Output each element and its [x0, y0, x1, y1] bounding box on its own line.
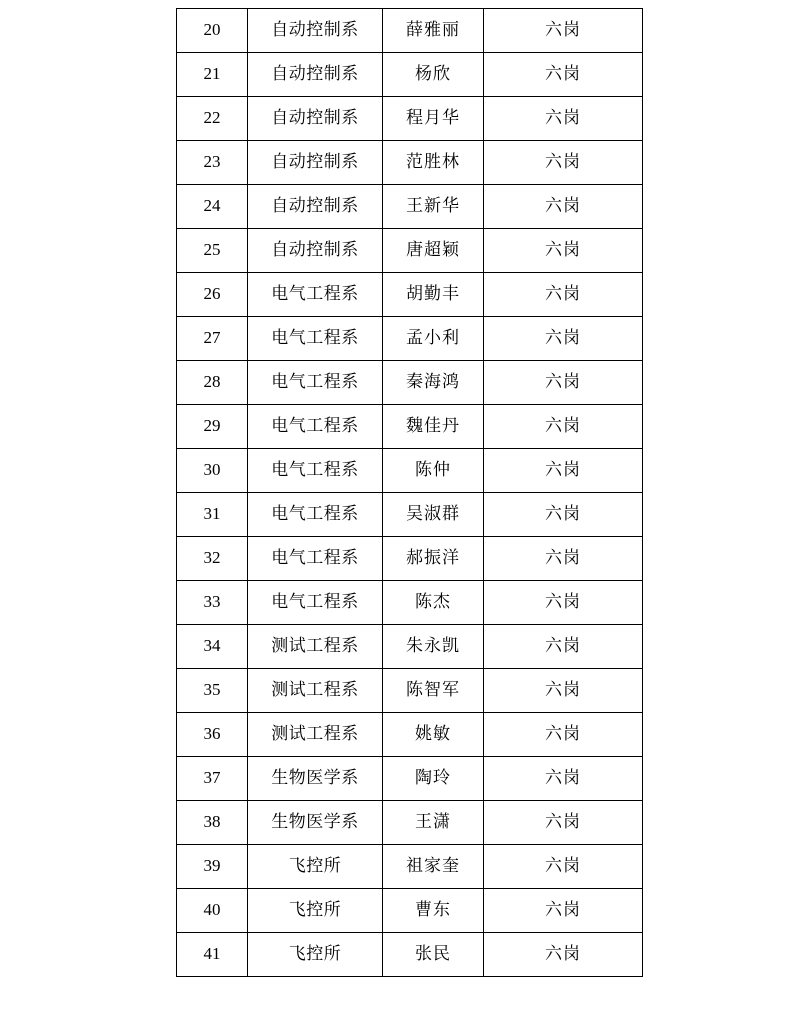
cell-post-level: 六岗 — [484, 537, 643, 581]
cell-post-level: 六岗 — [484, 9, 643, 53]
cell-serial-number: 29 — [177, 405, 248, 449]
cell-department: 电气工程系 — [248, 537, 383, 581]
cell-department: 电气工程系 — [248, 581, 383, 625]
cell-serial-number: 37 — [177, 757, 248, 801]
cell-serial-number: 27 — [177, 317, 248, 361]
cell-person-name: 祖家奎 — [383, 845, 484, 889]
cell-serial-number: 34 — [177, 625, 248, 669]
roster-table-container — [176, 8, 622, 977]
cell-serial-number: 33 — [177, 581, 248, 625]
cell-person-name: 吴淑群 — [383, 493, 484, 537]
cell-post-level: 六岗 — [484, 669, 643, 713]
cell-person-name: 朱永凯 — [383, 625, 484, 669]
cell-serial-number: 39 — [177, 845, 248, 889]
cell-department: 测试工程系 — [248, 625, 383, 669]
table-row — [177, 801, 643, 845]
cell-serial-number: 21 — [177, 53, 248, 97]
table-row — [177, 185, 643, 229]
cell-post-level: 六岗 — [484, 801, 643, 845]
table-row — [177, 889, 643, 933]
cell-person-name: 范胜林 — [383, 141, 484, 185]
cell-department: 电气工程系 — [248, 317, 383, 361]
roster-table-body — [177, 9, 643, 977]
cell-person-name: 陈智军 — [383, 669, 484, 713]
cell-department: 自动控制系 — [248, 185, 383, 229]
cell-post-level: 六岗 — [484, 449, 643, 493]
roster-table — [176, 8, 643, 977]
cell-post-level: 六岗 — [484, 889, 643, 933]
cell-person-name: 唐超颖 — [383, 229, 484, 273]
table-row — [177, 229, 643, 273]
cell-serial-number: 26 — [177, 273, 248, 317]
cell-department: 自动控制系 — [248, 9, 383, 53]
cell-department: 测试工程系 — [248, 713, 383, 757]
cell-department: 生物医学系 — [248, 801, 383, 845]
table-row — [177, 361, 643, 405]
cell-person-name: 陈杰 — [383, 581, 484, 625]
cell-post-level: 六岗 — [484, 317, 643, 361]
cell-post-level: 六岗 — [484, 185, 643, 229]
cell-department: 自动控制系 — [248, 229, 383, 273]
table-row — [177, 53, 643, 97]
cell-serial-number: 22 — [177, 97, 248, 141]
table-row — [177, 845, 643, 889]
table-row — [177, 141, 643, 185]
cell-post-level: 六岗 — [484, 713, 643, 757]
cell-department: 自动控制系 — [248, 97, 383, 141]
cell-department: 电气工程系 — [248, 361, 383, 405]
cell-serial-number: 40 — [177, 889, 248, 933]
cell-serial-number: 41 — [177, 933, 248, 977]
cell-post-level: 六岗 — [484, 845, 643, 889]
cell-person-name: 曹东 — [383, 889, 484, 933]
cell-person-name: 秦海鸿 — [383, 361, 484, 405]
table-row — [177, 493, 643, 537]
cell-serial-number: 20 — [177, 9, 248, 53]
cell-serial-number: 36 — [177, 713, 248, 757]
cell-department: 自动控制系 — [248, 141, 383, 185]
cell-person-name: 程月华 — [383, 97, 484, 141]
cell-person-name: 陶玲 — [383, 757, 484, 801]
cell-post-level: 六岗 — [484, 757, 643, 801]
cell-serial-number: 25 — [177, 229, 248, 273]
cell-serial-number: 31 — [177, 493, 248, 537]
cell-department: 电气工程系 — [248, 449, 383, 493]
table-row — [177, 273, 643, 317]
table-row — [177, 625, 643, 669]
cell-post-level: 六岗 — [484, 141, 643, 185]
table-row — [177, 933, 643, 977]
cell-department: 飞控所 — [248, 845, 383, 889]
cell-department: 电气工程系 — [248, 273, 383, 317]
cell-person-name: 郝振洋 — [383, 537, 484, 581]
table-row — [177, 97, 643, 141]
cell-department: 自动控制系 — [248, 53, 383, 97]
cell-department: 电气工程系 — [248, 493, 383, 537]
cell-serial-number: 30 — [177, 449, 248, 493]
table-row — [177, 713, 643, 757]
cell-serial-number: 38 — [177, 801, 248, 845]
cell-department: 电气工程系 — [248, 405, 383, 449]
cell-serial-number: 24 — [177, 185, 248, 229]
cell-person-name: 魏佳丹 — [383, 405, 484, 449]
cell-person-name: 陈仲 — [383, 449, 484, 493]
cell-post-level: 六岗 — [484, 625, 643, 669]
cell-serial-number: 32 — [177, 537, 248, 581]
cell-person-name: 胡勤丰 — [383, 273, 484, 317]
cell-person-name: 薛雅丽 — [383, 9, 484, 53]
cell-post-level: 六岗 — [484, 97, 643, 141]
cell-person-name: 王新华 — [383, 185, 484, 229]
cell-post-level: 六岗 — [484, 229, 643, 273]
cell-person-name: 孟小利 — [383, 317, 484, 361]
cell-serial-number: 28 — [177, 361, 248, 405]
cell-person-name: 姚敏 — [383, 713, 484, 757]
cell-post-level: 六岗 — [484, 581, 643, 625]
cell-post-level: 六岗 — [484, 361, 643, 405]
cell-person-name: 王潇 — [383, 801, 484, 845]
cell-department: 飞控所 — [248, 933, 383, 977]
cell-post-level: 六岗 — [484, 933, 643, 977]
table-row — [177, 537, 643, 581]
cell-post-level: 六岗 — [484, 493, 643, 537]
table-row — [177, 317, 643, 361]
cell-department: 飞控所 — [248, 889, 383, 933]
table-row — [177, 9, 643, 53]
cell-person-name: 杨欣 — [383, 53, 484, 97]
cell-department: 生物医学系 — [248, 757, 383, 801]
table-row — [177, 757, 643, 801]
cell-serial-number: 35 — [177, 669, 248, 713]
table-row — [177, 581, 643, 625]
cell-department: 测试工程系 — [248, 669, 383, 713]
cell-post-level: 六岗 — [484, 53, 643, 97]
table-row — [177, 449, 643, 493]
cell-person-name: 张民 — [383, 933, 484, 977]
cell-post-level: 六岗 — [484, 273, 643, 317]
table-row — [177, 405, 643, 449]
table-row — [177, 669, 643, 713]
cell-post-level: 六岗 — [484, 405, 643, 449]
cell-serial-number: 23 — [177, 141, 248, 185]
